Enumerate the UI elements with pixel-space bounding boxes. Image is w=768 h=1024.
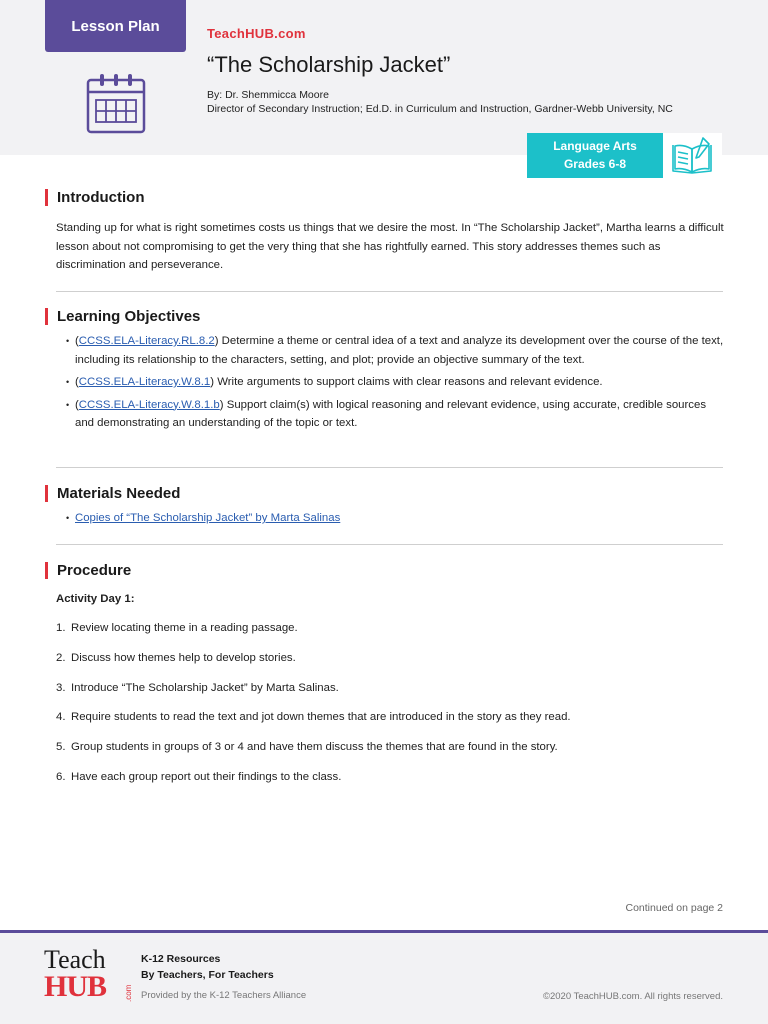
list-item: 3. Introduce “The Scholarship Jacket” by Marta Salinas. <box>56 681 339 694</box>
lesson-plan-tab: Lesson Plan <box>45 0 186 52</box>
objectives-heading: Learning Objectives <box>45 308 200 325</box>
list-item: 6. Have each group report out their findings to the class. <box>56 770 342 783</box>
procedure-steps <box>56 622 726 801</box>
footer-copyright: ©2020 TeachHUB.com. All rights reserved. <box>542 991 723 1002</box>
author-line: By: Dr. Shemmicca Moore <box>207 89 329 101</box>
introduction-heading: Introduction <box>45 189 144 206</box>
objectives-list <box>66 332 726 437</box>
divider <box>56 467 723 468</box>
divider <box>56 544 723 545</box>
list-item: 1. Review locating theme in a reading passage. <box>56 622 298 634</box>
materials-heading: Materials Needed <box>45 485 180 502</box>
list-item: • (CCSS.ELA-Literacy.RL.8.2) Determine a theme or central idea of a text and analyze its development over the course of the text, including its relationship to the characters, setting, and plot; provide an objective summary of the text. <box>66 332 726 369</box>
subject-label: Language Arts <box>553 139 637 153</box>
book-badge <box>663 133 722 178</box>
open-book-icon <box>663 133 722 178</box>
standard-link-w-8-1-b[interactable]: CCSS.ELA-Literacy.W.8.1.b <box>78 398 220 411</box>
introduction-text: Standing up for what is right sometimes costs us things that we desire the most. In “The Scholarship Jacket”, Martha learns a difficult lesson about not compromising to get the very thing that she has rightfully earned. This story addresses themes such as discrimination and perseverance. <box>56 222 724 271</box>
standard-link-rl-8-2[interactable]: CCSS.ELA-Literacy.RL.8.2 <box>78 335 215 347</box>
list-item: • (CCSS.ELA-Literacy.W.8.1.b) Support claim(s) with logical reasoning and relevant evidence, using accurate, credible sources and demonstrating an understanding of the topic or text. <box>66 396 726 433</box>
list-item <box>66 509 726 528</box>
site-name: TeachHUB.com <box>207 26 306 41</box>
materials-link[interactable]: Copies of “The Scholarship Jacket” by Marta Salinas <box>75 512 341 524</box>
standard-link-w-8-1[interactable]: CCSS.ELA-Literacy.W.8.1 <box>78 376 211 388</box>
footer-provided: Provided by the K-12 Teachers Alliance <box>141 990 307 1001</box>
author-role: Director of Secondary Instruction; Ed.D. in Curriculum and Instruction, Gardner-Webb University, NC <box>207 103 673 115</box>
list-item: 5. Group students in groups of 3 or 4 and have them discuss the themes that are found in the story. <box>56 741 558 754</box>
footer-tagline-2: By Teachers, For Teachers <box>141 969 274 981</box>
list-item: 2. Discuss how themes help to develop stories. <box>56 651 296 664</box>
continued-note: Continued on page 2 <box>625 902 723 914</box>
calendar-icon <box>86 72 146 134</box>
materials-list <box>66 509 726 532</box>
logo-teach-text: Teach <box>44 945 106 974</box>
logo-com-text: .com <box>124 984 133 1002</box>
list-item: 4. Require students to read the text and jot down themes that are introduced in the story as they read. <box>56 711 571 724</box>
page-title: “The Scholarship Jacket” <box>207 52 451 77</box>
procedure-heading: Procedure <box>45 562 131 579</box>
list-item: • (CCSS.ELA-Literacy.W.8.1) Write arguments to support claims with clear reasons and relevant evidence. <box>66 373 726 392</box>
subject-badge <box>527 133 663 178</box>
teachhub-logo[interactable] <box>44 947 134 1005</box>
grade-label: Grades 6-8 <box>563 157 627 171</box>
activity-heading: Activity Day 1: <box>56 593 135 605</box>
logo-hub-text: HUB <box>44 970 107 1003</box>
divider <box>56 291 723 292</box>
footer-tagline-1: K-12 Resources <box>141 953 221 965</box>
